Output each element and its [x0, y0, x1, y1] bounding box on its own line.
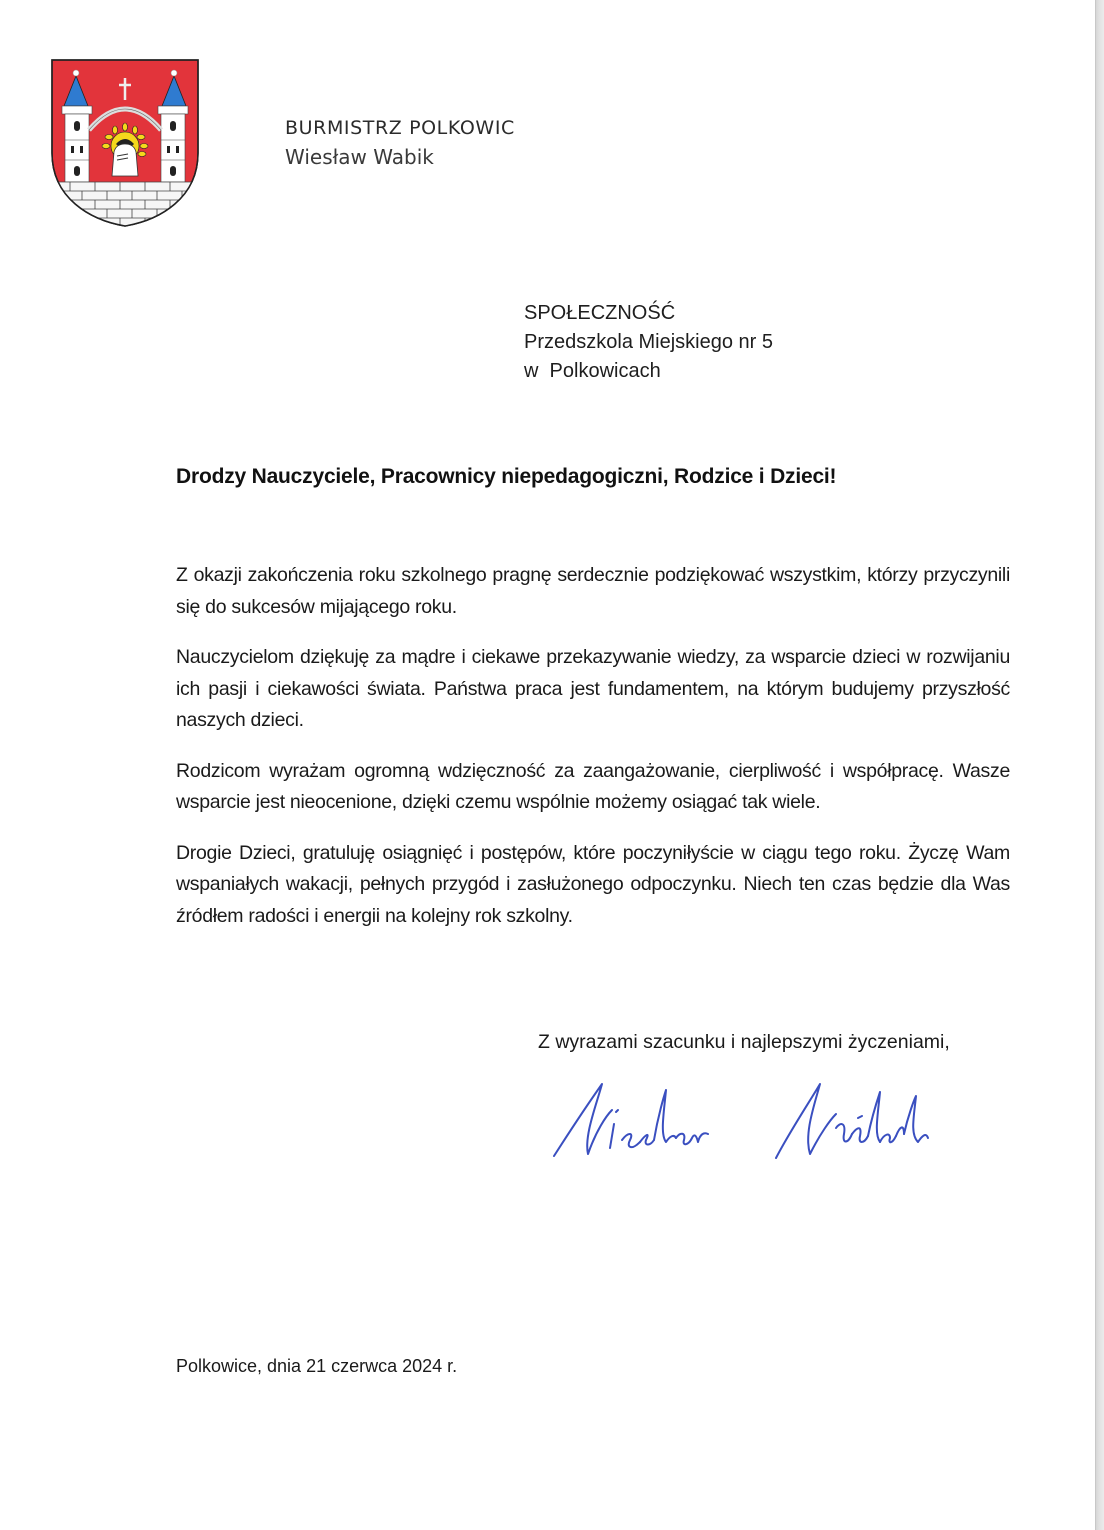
- body-paragraph: Rodzicom wyrażam ogromną wdzięczność za zaangażowanie, cierpliwość i współpracę. Wasze wsparcie jest nieocenione, dzięki czemu wspólnie możemy osiągać tak wiele.: [176, 759, 1010, 813]
- letterhead-name: Wiesław Wabik: [285, 145, 434, 169]
- letterhead: [285, 114, 515, 172]
- closing-phrase: Z wyrazami szacunku i najlepszymi życzeniami,: [538, 1031, 950, 1053]
- signature-icon: [540, 1076, 960, 1166]
- coat-of-arms-icon: [50, 58, 200, 228]
- recipient-line: Przedszkola Miejskiego nr 5: [524, 331, 773, 353]
- salutation-heading: Drodzy Nauczyciele, Pracownicy niepedagogiczni, Rodzice i Dzieci!: [176, 465, 837, 488]
- letterhead-title: BURMISTRZ POLKOWIC: [285, 117, 515, 139]
- page-edge: [1095, 0, 1104, 1530]
- body-paragraph: Drogie Dzieci, gratuluję osiągnięć i postępów, które poczyniłyście w ciągu tego roku. Życzę Wam wspaniałych wakacji, pełnych przygód i zasłużonego odpoczynku. Niech ten czas będzie dla Was źródłem radości i energii na kolejny rok szkolny.: [176, 841, 1010, 927]
- body-paragraph: Nauczycielom dziękuję za mądre i ciekawe przekazywanie wiedzy, za wsparcie dzieci w rozwijaniu ich pasji i ciekawości świata. Państwa praca jest fundamentem, na którym budujemy przyszłość naszych dzieci.: [176, 646, 1010, 731]
- letter-body: [176, 560, 1010, 951]
- body-paragraph: Z okazji zakończenia roku szkolnego pragnę serdecznie podziękować wszystkim, którzy przyczynili się do sukcesów mijającego roku.: [176, 564, 1010, 618]
- date-line: Polkowice, dnia 21 czerwca 2024 r.: [176, 1356, 458, 1376]
- recipient-address: [524, 299, 773, 386]
- recipient-line: w Polkowicach: [524, 360, 661, 382]
- recipient-line: SPOŁECZNOŚĆ: [524, 302, 676, 324]
